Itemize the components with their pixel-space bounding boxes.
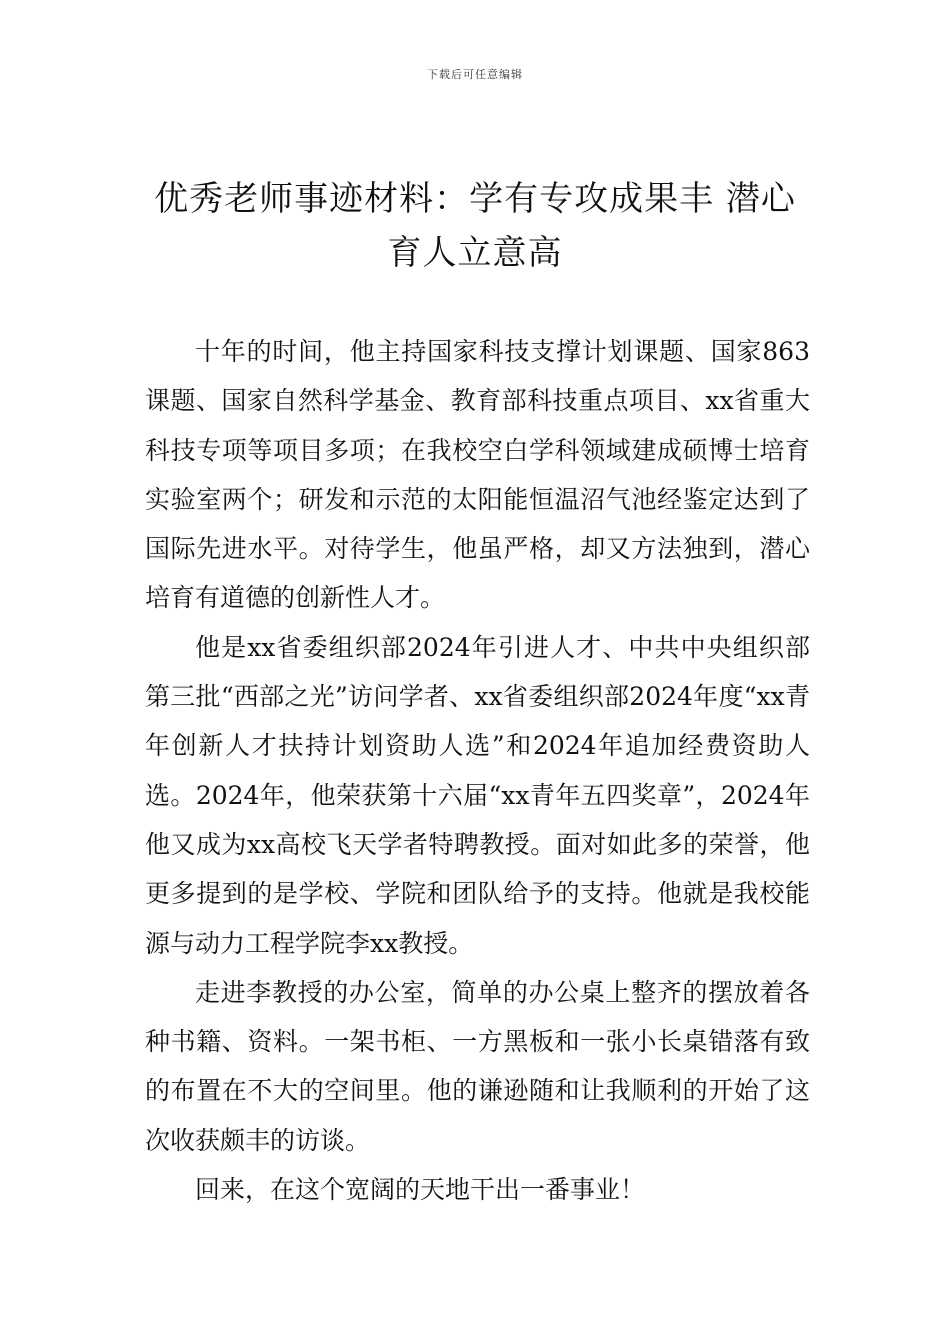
header-note: 下载后可任意编辑 bbox=[427, 68, 523, 81]
paragraph-4: 回来，在这个宽阔的天地干出一番事业！ bbox=[195, 1175, 646, 1205]
paragraph-2: 他是xx省委组织部2024年引进人才、中共中央组织部第三批“西部之光”访问学者、xx省委组织部2024年度“xx青年创新人才扶持计划资助人选”和2024年追加经费资助人选。2024年，他荣获第十六届“xx青年五四奖章”，2024年他又成为xx高校飞天学者特聘教授。面对如此多的荣誉，他更多提到的是学校、学院和团队给予的支持。他就是我校能源与动力工程学院李xx教授。 bbox=[145, 632, 810, 958]
title-line-1: 优秀老师事迹材料：学有专攻成果丰 潜心 bbox=[154, 179, 796, 219]
title-line-2: 育人立意高 bbox=[387, 233, 563, 273]
paragraph-1: 十年的时间，他主持国家科技支撑计划课题、国家863课题、国家自然科学基金、教育部科技重点项目、xx省重大科技专项等项目多项；在我校空白学科领域建成硕博士培育实验室两个；研发和示范的太阳能恒温沼气池经鉴定达到了国际先进水平。对待学生，他虽严格，却又方法独到，潜心培育有道德的创新性人才。 bbox=[145, 337, 810, 613]
paragraph-3: 走进李教授的办公室，简单的办公桌上整齐的摆放着各种书籍、资料。一架书柜、一方黑板和一张小长桌错落有致的布置在不大的空间里。他的谦逊随和让我顺利的开始了这次收获颇丰的访谈。 bbox=[145, 977, 810, 1155]
document-body bbox=[145, 327, 810, 1214]
document-title bbox=[120, 172, 830, 280]
